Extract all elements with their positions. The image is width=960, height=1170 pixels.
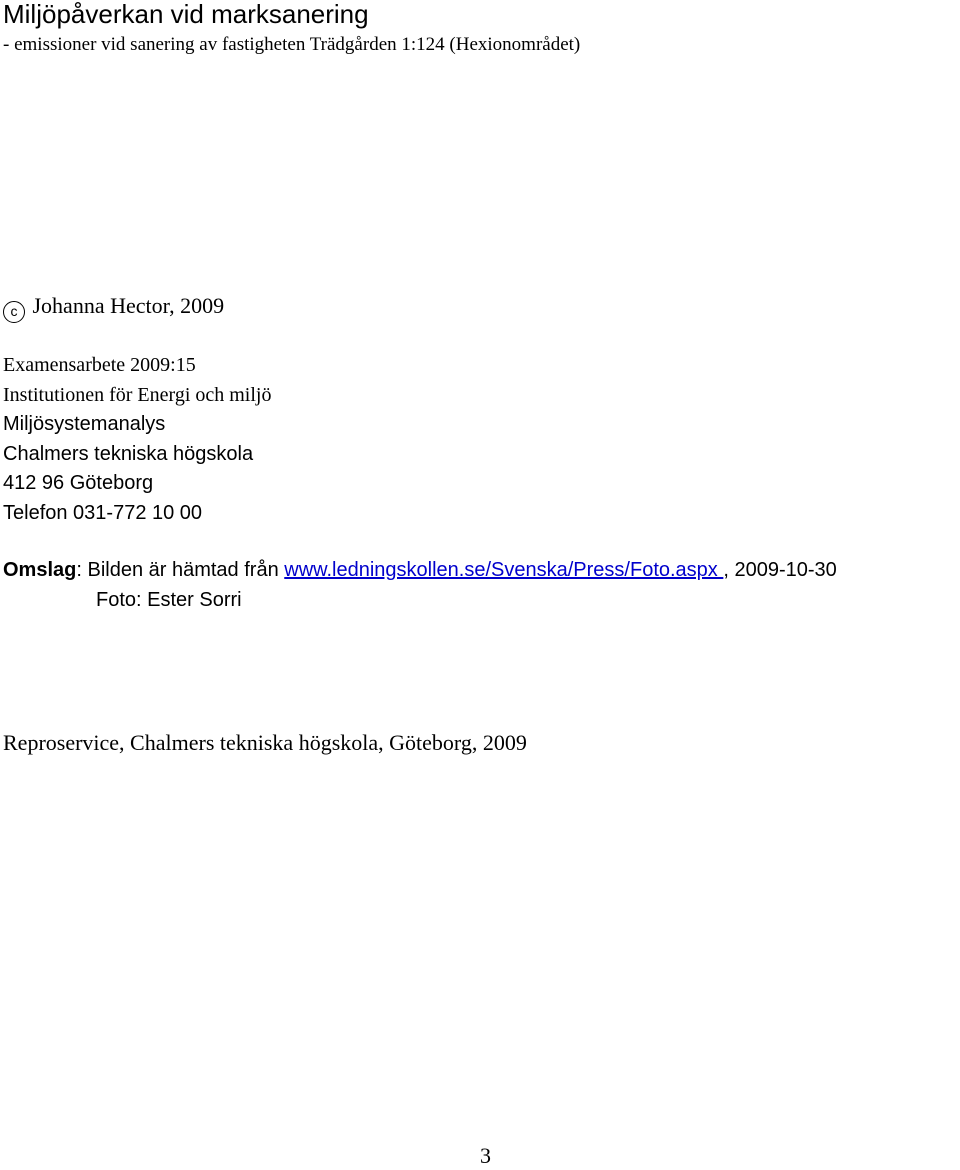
printer-line: Reproservice, Chalmers tekniska högskola, Göteborg, 2009 bbox=[3, 730, 527, 755]
report-number: Examensarbete 2009:15 bbox=[3, 354, 196, 376]
university: Chalmers tekniska högskola bbox=[3, 442, 254, 465]
copyright-icon: c bbox=[3, 301, 25, 323]
document-subtitle: - emissioner vid sanering av fastigheten Trädgården 1:124 (Hexionområdet) bbox=[3, 34, 581, 55]
postal-address: 412 96 Göteborg bbox=[3, 472, 154, 495]
cover-credit bbox=[3, 556, 837, 584]
page-number: 3 bbox=[480, 1143, 491, 1168]
cover-date: , 2009-10-30 bbox=[723, 559, 837, 581]
phone-number: Telefon 031-772 10 00 bbox=[3, 501, 203, 524]
department: Institutionen för Energi och miljö bbox=[3, 383, 272, 406]
cover-label: Omslag bbox=[3, 559, 77, 581]
copyright-line bbox=[3, 292, 224, 323]
cover-text: : Bilden är hämtad från bbox=[76, 559, 285, 581]
division: Miljösystemanalys bbox=[3, 413, 166, 436]
cover-source-link[interactable]: www.ledningskollen.se/Svenska/Press/Foto.aspx bbox=[284, 559, 724, 581]
copyright-text: Johanna Hector, 2009 bbox=[32, 293, 225, 318]
photo-credit: Foto: Ester Sorri bbox=[96, 589, 242, 611]
document-title: Miljöpåverkan vid marksanering bbox=[3, 0, 369, 29]
institution-info bbox=[3, 351, 271, 529]
